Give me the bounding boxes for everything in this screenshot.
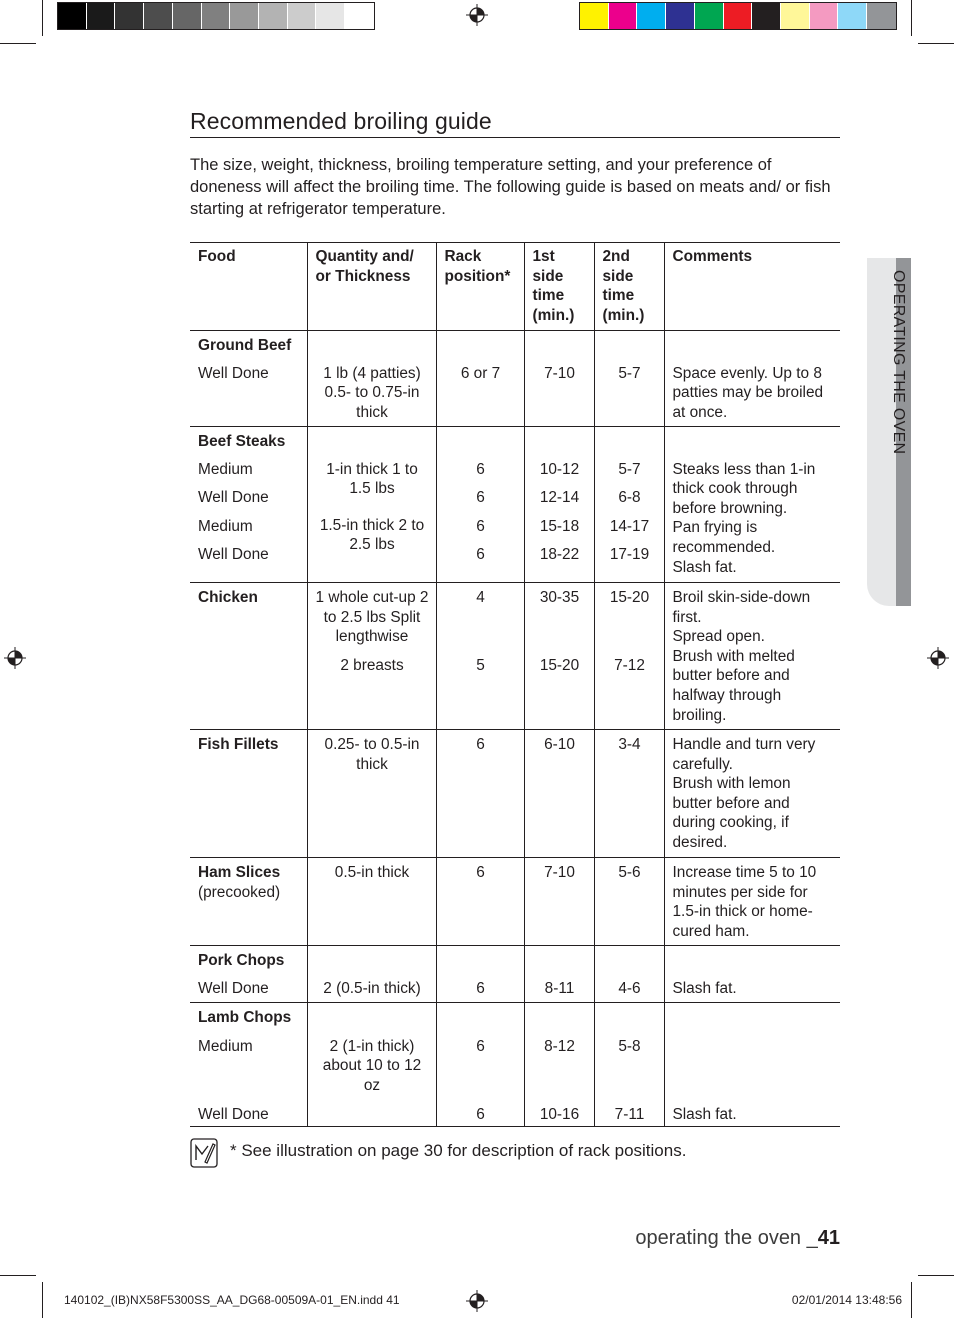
comments-cell: Slash fat.	[672, 979, 737, 997]
table-header-row	[190, 243, 840, 331]
first-side-cell: 18-22	[539, 546, 580, 564]
doneness-level: Well Done	[198, 546, 269, 564]
rack-cell: 6	[476, 736, 485, 753]
doneness-level: Well Done	[198, 979, 269, 997]
crop-mark	[911, 1282, 912, 1318]
quantity-cell: 1-in thick 1 to 1.5 lbs	[326, 460, 418, 498]
food-name: Fish Fillets	[198, 736, 279, 753]
food-name: Ham Slices	[198, 864, 281, 881]
quantity-cell: 2 breasts	[340, 656, 404, 674]
table-row	[190, 730, 840, 858]
second-side-cell: 7-11	[614, 1105, 645, 1123]
print-slug-filename: 140102_(IB)NX58F5300SS_AA_DG68-00509A-01_EN.indd 41	[64, 1293, 400, 1307]
crop-mark	[0, 43, 36, 44]
crop-mark	[42, 1282, 43, 1318]
first-side-cell: 8-11	[544, 979, 575, 997]
table-row	[190, 331, 840, 427]
second-side-cell: 3-4	[618, 736, 641, 753]
quantity-cell: 1 whole cut-up 2 to 2.5 lbs Split lengthwise	[315, 589, 429, 646]
comments-cell: Handle and turn very carefully.	[672, 736, 816, 773]
grayscale-color-bar	[57, 2, 375, 30]
first-side-cell: 10-12	[539, 460, 580, 478]
page-footer	[635, 1227, 840, 1250]
color-swatch	[87, 3, 116, 29]
comments-cell: Brush with lemon butter before and during cooking, if desired.	[672, 775, 791, 851]
color-swatch	[666, 3, 695, 29]
second-side-cell: 14-17	[609, 517, 650, 535]
first-side-cell: 15-18	[539, 517, 580, 535]
food-name: Beef Steaks	[198, 433, 286, 450]
rack-cell: 6	[476, 489, 485, 507]
second-side-cell: 5-8	[618, 1037, 641, 1055]
rack-cell: 6	[476, 517, 485, 535]
crop-mark	[42, 0, 43, 36]
comments-cell: Space evenly. Up to 8 patties may be broiled at once.	[672, 364, 824, 421]
doneness-level: Medium	[198, 517, 253, 535]
second-side-cell: 5-7	[618, 460, 641, 478]
first-side-cell: 12-14	[539, 489, 580, 507]
second-side-cell: 5-6	[618, 864, 641, 881]
first-side-cell: 8-12	[544, 1037, 575, 1055]
crop-mark	[911, 0, 912, 36]
registration-mark-icon	[466, 4, 488, 26]
color-swatch	[115, 3, 144, 29]
doneness-level: Well Done	[198, 1105, 269, 1123]
color-swatch	[810, 3, 839, 29]
broiling-guide-table	[190, 242, 840, 1127]
first-side-cell: 7-10	[544, 364, 575, 382]
comments-cell: Slash fat.	[672, 1105, 737, 1123]
page-number: 41	[817, 1227, 840, 1249]
rack-cell: 4	[476, 589, 485, 606]
doneness-level: Medium	[198, 1037, 253, 1055]
color-swatch	[781, 3, 810, 29]
first-side-cell: 30-35	[539, 589, 580, 606]
rack-cell: 6	[476, 979, 485, 997]
registration-mark-icon	[4, 647, 26, 669]
process-color-bar	[579, 2, 897, 30]
comments-cell: Spread open.	[672, 628, 765, 646]
second-side-cell: 4-6	[618, 979, 641, 997]
table-row	[190, 858, 840, 946]
first-side-cell: 7-10	[544, 864, 575, 881]
color-swatch	[316, 3, 345, 29]
comments-cell: Steaks less than 1-in thick cook through before browning.	[672, 460, 816, 517]
color-swatch	[695, 3, 724, 29]
color-swatch	[144, 3, 173, 29]
second-side-cell: 7-12	[614, 656, 645, 674]
food-name: Ground Beef	[198, 337, 292, 354]
crop-mark	[0, 1275, 36, 1276]
rack-cell: 6 or 7	[460, 364, 501, 382]
color-swatch	[580, 3, 609, 29]
food-name: Lamb Chops	[198, 1009, 292, 1026]
doneness-level: Well Done	[198, 489, 269, 507]
comments-cell: Slash fat.	[672, 558, 737, 576]
header-quantity: Quantity and/ or Thickness	[307, 243, 436, 331]
footnote-rack-positions: * See illustration on page 30 for description of rack positions.	[230, 1141, 687, 1160]
food-name: Pork Chops	[198, 952, 285, 969]
color-swatch	[838, 3, 867, 29]
crop-mark	[918, 43, 954, 44]
color-swatch	[288, 3, 317, 29]
section-side-tab-label: OPERATING THE OVEN	[890, 270, 907, 455]
second-side-cell: 5-7	[618, 364, 641, 382]
color-swatch	[58, 3, 87, 29]
second-side-cell: 15-20	[609, 589, 650, 606]
table-row	[190, 946, 840, 1003]
rack-cell: 6	[476, 546, 485, 564]
rack-cell: 6	[476, 864, 485, 881]
quantity-cell: 2 (0.5-in thick)	[323, 979, 421, 997]
color-swatch	[259, 3, 288, 29]
header-comments: Comments	[664, 243, 840, 331]
doneness-level: Medium	[198, 460, 253, 478]
color-swatch	[637, 3, 666, 29]
color-swatch	[609, 3, 638, 29]
note-pencil-icon	[190, 1138, 218, 1168]
color-swatch	[230, 3, 259, 29]
header-food: Food	[198, 248, 236, 265]
table-row	[190, 583, 840, 730]
rack-cell: 5	[476, 656, 485, 674]
first-side-cell: 10-16	[539, 1105, 580, 1123]
quantity-cell: 2 (1-in thick) about 10 to 12 oz	[322, 1037, 422, 1094]
quantity-cell: 1.5-in thick 2 to 2.5 lbs	[319, 516, 425, 554]
registration-mark-icon	[927, 647, 949, 669]
color-swatch	[345, 3, 374, 29]
crop-mark	[918, 1275, 954, 1276]
quantity-cell: 1 lb (4 patties) 0.5- to 0.75-in thick	[323, 364, 421, 421]
comments-cell: Increase time 5 to 10 minutes per side for 1.5-in thick or home-cured ham.	[672, 864, 817, 940]
color-swatch	[724, 3, 753, 29]
comments-cell: Brush with melted butter before and halfway through broiling.	[672, 647, 795, 724]
quantity-cell: 0.25- to 0.5-in thick	[324, 736, 420, 773]
rack-cell: 6	[476, 1105, 485, 1123]
food-name: Chicken	[198, 589, 258, 606]
registration-mark-icon	[466, 1290, 488, 1312]
intro-paragraph: The size, weight, thickness, broiling temperature setting, and your preference of doneness will affect the broiling time. The following guide is based on meats and/ or fish starting at refrigerator temperature.	[190, 156, 831, 218]
table-row	[190, 1003, 840, 1127]
print-slug-timestamp: 02/01/2014 13:48:56	[791, 1293, 902, 1307]
food-note: (precooked)	[198, 883, 281, 901]
quantity-cell: 0.5-in thick	[334, 864, 410, 881]
color-swatch	[202, 3, 231, 29]
header-second-side: 2nd side time (min.)	[594, 243, 664, 331]
first-side-cell: 6-10	[544, 736, 575, 753]
header-first-side: 1st side time (min.)	[524, 243, 594, 331]
rack-cell: 6	[476, 1037, 485, 1055]
doneness-level: Well Done	[198, 364, 269, 382]
second-side-cell: 6-8	[618, 489, 641, 507]
page-title: Recommended broiling guide	[190, 108, 492, 134]
color-swatch	[867, 3, 896, 29]
first-side-cell: 15-20	[539, 656, 580, 674]
comments-cell: Pan frying is recommended.	[672, 519, 776, 556]
second-side-cell: 17-19	[609, 546, 650, 564]
table-row	[190, 427, 840, 583]
title-rule	[190, 137, 840, 138]
footer-section-label: operating the oven _	[635, 1227, 818, 1249]
color-swatch	[752, 3, 781, 29]
comments-cell: Broil skin-side-down first.	[672, 589, 811, 626]
header-rack: Rack position*	[436, 243, 524, 331]
rack-cell: 6	[476, 460, 485, 478]
color-swatch	[173, 3, 202, 29]
